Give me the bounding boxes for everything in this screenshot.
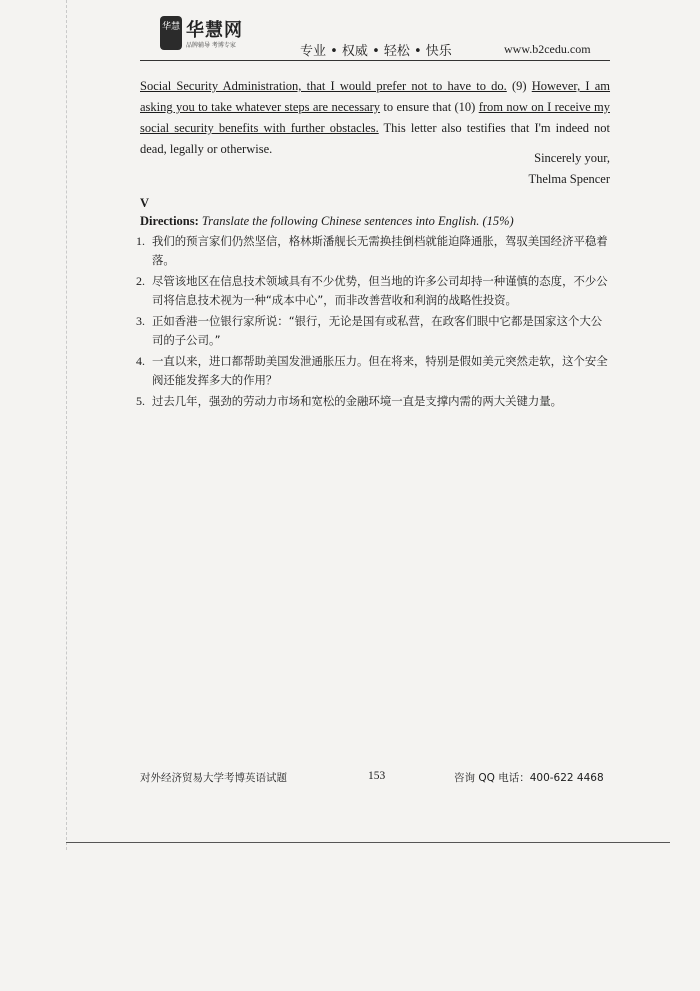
text-segment: to ensure that (10) — [380, 100, 479, 114]
item-number: 1. — [136, 234, 145, 248]
header-slogan: 专业 • 权威 • 轻松 • 快乐 — [300, 44, 452, 59]
section-directions — [140, 214, 514, 229]
logo-seal-icon: 华慧 — [160, 16, 182, 50]
closing-signature: Thelma Spencer — [528, 172, 610, 186]
directions-text: Translate the following Chinese sentences into English. (15%) — [201, 214, 514, 228]
item-number: 5. — [136, 394, 145, 408]
site-logo — [160, 16, 280, 56]
letter-closing — [420, 148, 610, 190]
translation-items — [136, 232, 612, 413]
list-item — [136, 352, 612, 390]
underlined-phrase: However, I am asking you to take whatever steps are necessary — [140, 79, 611, 114]
item-number: 2. — [136, 274, 145, 288]
item-text: 一直以来，进口都帮助美国发泄通胀压力。但在将来，特别是假如美元突然走软，这个安全阀还能发挥多大的作用？ — [152, 354, 608, 387]
header-website: www.b2cedu.com — [504, 42, 591, 56]
underlined-phrase: from now on I receive my social security benefits with further obstacles. — [140, 100, 610, 135]
item-text: 尽管该地区在信息技术领域具有不少优势，但当地的许多公司却持一种谨慎的态度，不少公司将信息技术视为一种“成本中心”，而非改善营收和利润的战略性投资。 — [152, 274, 608, 307]
item-text: 过去几年，强劲的劳动力市场和宽松的金融环境一直是支撑内需的两大关键力量。 — [152, 394, 563, 408]
item-text: 正如香港一位银行家所说：“银行，无论是国有或私营，在政客们眼中它都是国家这个大公司的子公司。” — [152, 314, 603, 347]
header-divider — [140, 60, 610, 61]
directions-label: Directions: — [140, 214, 199, 228]
page-edge-line — [66, 0, 68, 850]
item-text: 我们的预言家们仍然坚信，格林斯潘舰长无需换挂倒档就能迫降通胀，驾驭美国经济平稳着落。 — [152, 234, 608, 267]
item-number: 4. — [136, 354, 145, 368]
underlined-phrase: Social Security Administration, that I would prefer not to have to do. — [140, 79, 507, 93]
list-item — [136, 232, 612, 270]
list-item — [136, 392, 612, 411]
page-number: 153 — [368, 770, 386, 782]
bottom-divider — [66, 842, 670, 843]
page-header — [0, 0, 700, 66]
footer-title: 对外经济贸易大学考博英语试题 — [140, 772, 287, 784]
item-number: 3. — [136, 314, 145, 328]
footer-contact: 咨询 QQ 电话：400-622 4468 — [454, 772, 604, 784]
list-item — [136, 312, 612, 350]
section-number: V — [140, 196, 150, 210]
text-segment: (9) — [506, 79, 532, 93]
closing-salutation: Sincerely your, — [534, 151, 610, 165]
logo-tagline: 品牌辅导 考博专家 — [186, 42, 236, 49]
list-item — [136, 272, 612, 310]
text-segment: This letter also testifies that I'm indeed not dead, legally or otherwise. — [140, 121, 610, 156]
logo-name: 华慧网 — [186, 20, 243, 41]
